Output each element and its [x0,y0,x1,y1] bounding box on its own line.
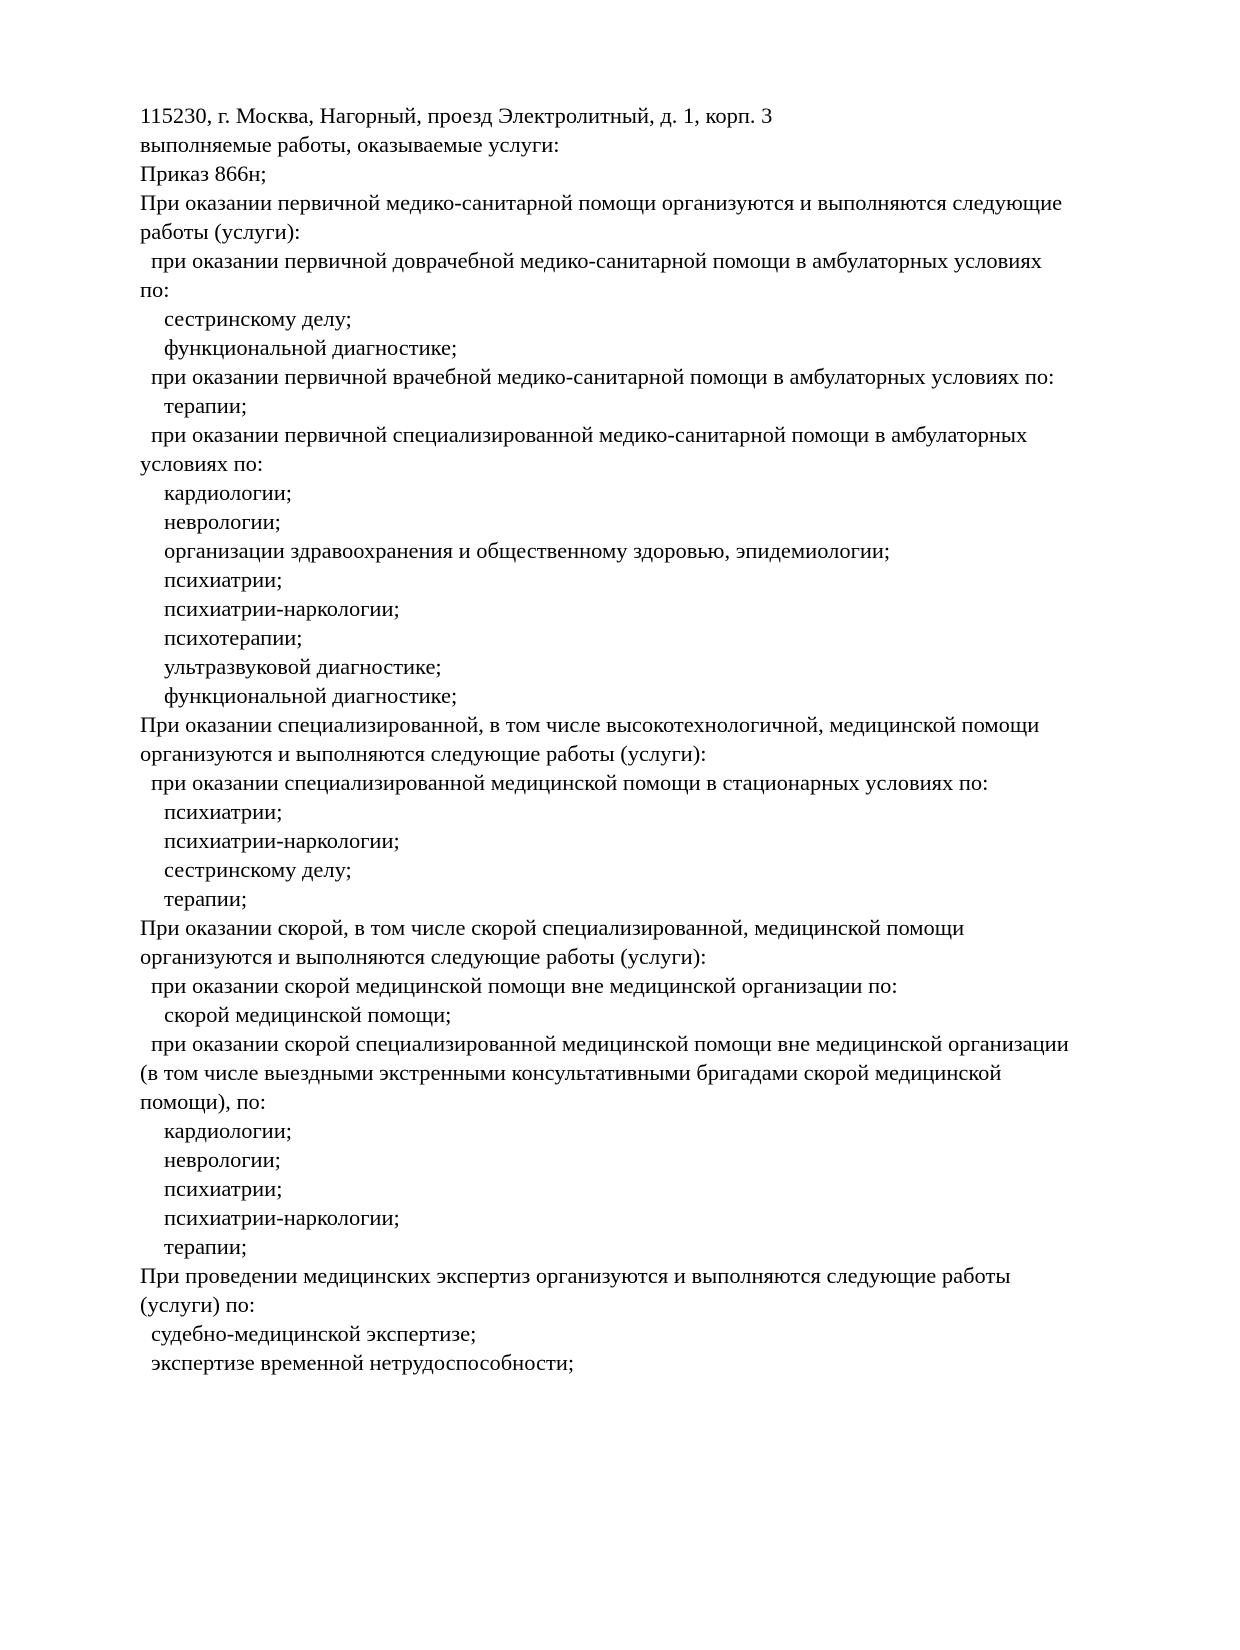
text-line: При оказании скорой, в том числе скорой специализированной, медицинской помощи [140,915,965,940]
text-line: сестринскому делу; [164,306,352,331]
text-line: неврологии; [164,1147,281,1172]
text-line: психиатрии; [164,799,283,824]
text-line: сестринскому делу; [164,857,352,882]
text-line: при оказании скорой специализированной медицинской помощи вне медицинской организации [151,1031,1069,1056]
text-line: психиатрии-наркологии; [164,828,400,853]
text-line: (услуги) по: [140,1292,256,1317]
text-line: Приказ 866н; [140,161,267,186]
text-line: при оказании специализированной медицинской помощи в стационарных условиях по: [151,770,989,795]
text-line: функциональной диагностике; [164,683,458,708]
text-line: судебно-медицинской экспертизе; [151,1321,477,1346]
text-line: психиатрии-наркологии; [164,596,400,621]
text-line: помощи), по: [140,1089,267,1114]
text-line: скорой медицинской помощи; [164,1002,452,1027]
text-line: (в том числе выездными экстренными консультативными бригадами скорой медицинской [140,1060,1002,1085]
text-line: при оказании первичной специализированной медико-санитарной помощи в амбулаторных [151,422,1028,447]
text-line: психиатрии; [164,567,283,592]
text-line: при оказании первичной доврачебной медико-санитарной помощи в амбулаторных условиях [151,248,1042,273]
text-line: организуются и выполняются следующие работы (услуги): [140,944,707,969]
text-line: условиях по: [140,451,264,476]
text-line: функциональной диагностике; [164,335,458,360]
text-line: по: [140,277,170,302]
text-line: психиатрии; [164,1176,283,1201]
text-line: При проведении медицинских экспертиз организуются и выполняются следующие работы [140,1263,1011,1288]
text-line: терапии; [164,393,248,418]
text-line: кардиологии; [164,480,293,505]
text-line: кардиологии; [164,1118,293,1143]
text-line: психиатрии-наркологии; [164,1205,400,1230]
text-line: при оказании скорой медицинской помощи вне медицинской организации по: [151,973,898,998]
text-line: 115230, г. Москва, Нагорный, проезд Электролитный, д. 1, корп. 3 [140,103,773,128]
text-line: ультразвуковой диагностике; [164,654,442,679]
text-line: экспертизе временной нетрудоспособности; [151,1350,575,1375]
text-line: психотерапии; [164,625,303,650]
text-line: выполняемые работы, оказываемые услуги: [140,132,560,157]
text-line: организуются и выполняются следующие работы (услуги): [140,741,707,766]
text-line: при оказании первичной врачебной медико-санитарной помощи в амбулаторных условиях по: [151,364,1055,389]
text-line: работы (услуги): [140,219,301,244]
document-text-block [140,101,1125,1377]
text-line: организации здравоохранения и общественному здоровью, эпидемиологии; [164,538,891,563]
text-line: неврологии; [164,509,281,534]
text-line: терапии; [164,886,248,911]
text-line: терапии; [164,1234,248,1259]
text-line: При оказании первичной медико-санитарной помощи организуются и выполняются следующие [140,190,1063,215]
text-line: При оказании специализированной, в том числе высокотехнологичной, медицинской помощи [140,712,1040,737]
